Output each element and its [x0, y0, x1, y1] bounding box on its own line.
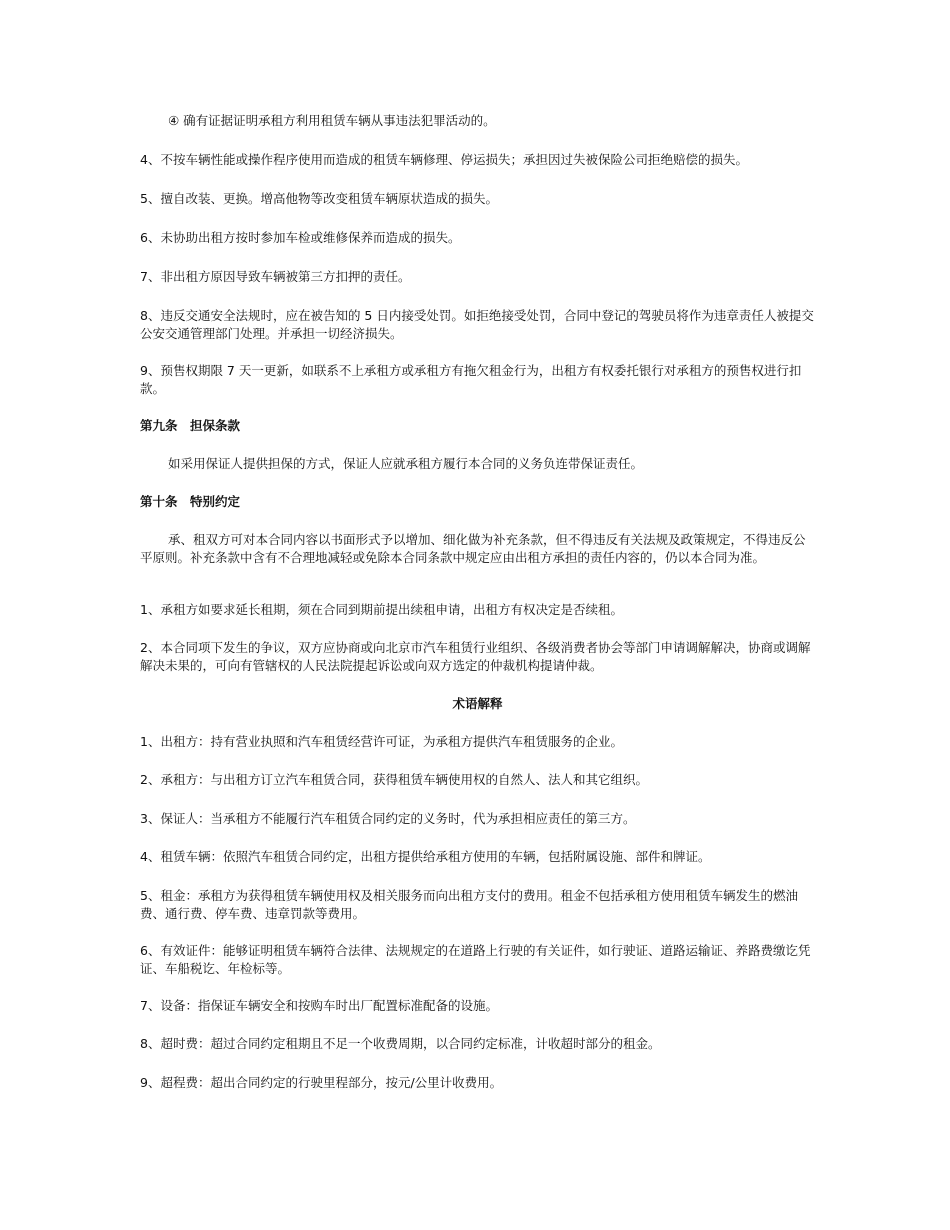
- term-item-6: 6、有效证件：能够证明租赁车辆符合法律、法规规定的在道路上行驶的有关证件，如行驶证、道路运输证、养路费缴讫凭证、车船税讫、年检标等。: [140, 943, 811, 976]
- clause-item-4: ④ 确有证据证明承租方利用租赁车辆从事违法犯罪活动的。: [168, 113, 496, 128]
- liability-item-6: 6、未协助出租方按时参加车检或维修保养而造成的损失。: [140, 230, 461, 245]
- term-item-9: 9、超程费：超出合同约定的行驶里程部分，按元/公里计收费用。: [140, 1075, 503, 1090]
- special-item-1: 1、承租方如要求延长租期，须在合同到期前提出续租申请，出租方有权决定是否续租。: [140, 602, 623, 617]
- article-9-body: 如采用保证人提供担保的方式，保证人应就承租方履行本合同的义务负连带保证责任。: [168, 456, 644, 471]
- term-item-2: 2、承租方：与出租方订立汽车租赁合同，获得租赁车辆使用权的自然人、法人和其它组织。: [140, 772, 648, 787]
- term-item-3: 3、保证人：当承租方不能履行汽车租赁合同约定的义务时，代为承担相应责任的第三方。: [140, 811, 636, 826]
- special-item-2: 2、本合同项下发生的争议，双方应协商或向北京市汽车租赁行业组织、各级消费者协会等部门申请调解解决，协商或调解解决未果的，可向有管辖权的人民法院提起诉讼或向双方选定的仲裁机构提请仲裁。: [140, 640, 811, 673]
- liability-item-5: 5、擅自改装、更换。增高他物等改变租赁车辆原状造成的损失。: [140, 191, 498, 206]
- term-item-1: 1、出租方：持有营业执照和汽车租赁经营许可证，为承租方提供汽车租赁服务的企业。: [140, 734, 623, 749]
- terms-title: 术语解释: [452, 696, 503, 711]
- term-item-5: 5、租金：承租方为获得租赁车辆使用权及相关服务而向出租方支付的费用。租金不包括承租方使用租赁车辆发生的燃油费、通行费、停车费、违章罚款等费用。: [140, 888, 798, 921]
- article-10-heading: 第十条 特别约定: [140, 494, 241, 509]
- liability-item-7: 7、非出租方原因导致车辆被第三方扣押的责任。: [140, 269, 411, 284]
- term-item-4: 4、租赁车辆：依照汽车租赁合同约定，出租方提供给承租方使用的车辆，包括附属设施、部件和牌证。: [140, 849, 711, 864]
- liability-item-8: 8、违反交通安全法规时，应在被告知的 5 日内接受处罚。如拒绝接受处罚，合同中登记的驾驶员将作为违章责任人被提交公安交通管理部门处理。并承担一切经济损失。: [140, 308, 814, 341]
- liability-item-9: 9、预售权期限 7 天一更新，如联系不上承租方或承租方有拖欠租金行为，出租方有权委托银行对承租方的预售权进行扣款。: [140, 363, 802, 396]
- article-9-heading: 第九条 担保条款: [140, 418, 241, 433]
- term-item-8: 8、超时费：超过合同约定租期且不足一个收费周期，以合同约定标准，计收超时部分的租金。: [140, 1036, 661, 1051]
- liability-item-4: 4、不按车辆性能或操作程序使用而造成的租赁车辆修理、停运损失；承担因过失被保险公司拒绝赔偿的损失。: [140, 152, 748, 167]
- term-item-7: 7、设备：指保证车辆安全和按购车时出厂配置标准配备的设施。: [140, 998, 498, 1013]
- article-10-body: 承、租双方可对本合同内容以书面形式予以增加、细化做为补充条款，但不得违反有关法规及政策规定，不得违反公平原则。补充条款中含有不合理地减轻或免除本合同条款中规定应由出租方承担的责任内容的，仍以本合同为准。: [140, 532, 806, 565]
